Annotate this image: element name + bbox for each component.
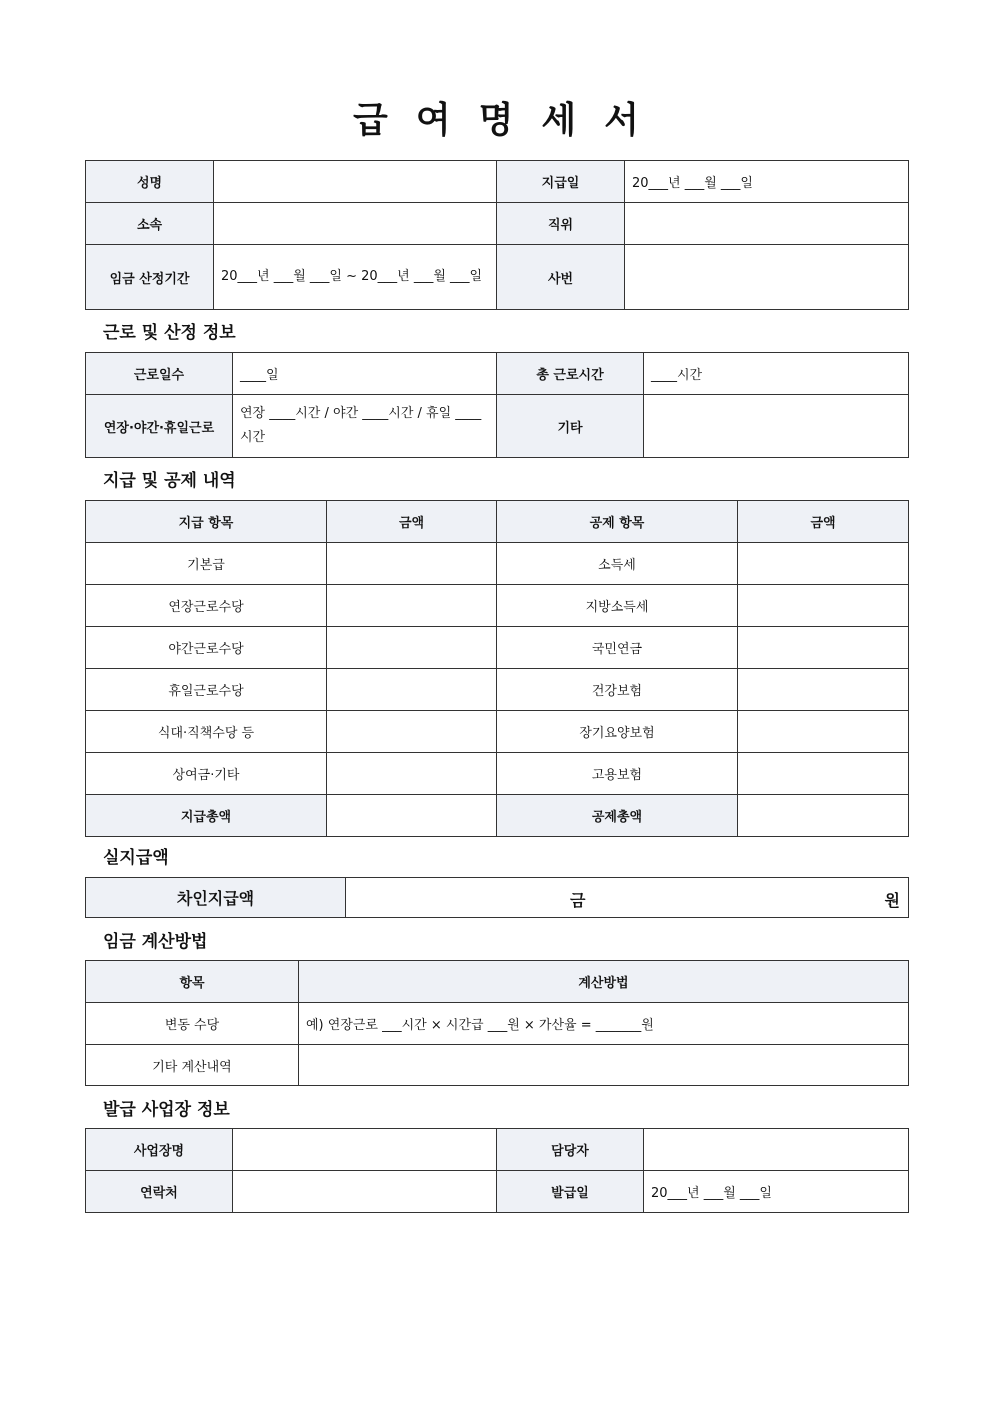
pay-total-field[interactable] — [327, 795, 497, 837]
issuer-section-title: 발급 사업장 정보 — [103, 1100, 230, 1120]
ded-amount-field[interactable] — [738, 753, 909, 795]
document-title — [0, 92, 992, 143]
ded-item: 지방소득세 — [497, 585, 738, 627]
name-label: 성명 — [86, 161, 214, 203]
etc-label: 기타 — [497, 395, 644, 458]
header-ded-amount: 금액 — [738, 501, 909, 543]
calc-row-item: 변동 수당 — [86, 1003, 299, 1045]
title-char: 명 — [478, 100, 514, 141]
ded-total-field[interactable] — [738, 795, 909, 837]
pay-amount-field[interactable] — [327, 627, 497, 669]
work-info-table — [85, 352, 909, 458]
calc-header-method: 계산방법 — [299, 961, 909, 1003]
work-days-field[interactable]: ____일 — [233, 353, 497, 395]
pay-deduction-table — [85, 500, 909, 837]
position-label: 직위 — [497, 203, 625, 245]
title-char: 서 — [604, 100, 639, 141]
pay-item: 연장근로수당 — [86, 585, 327, 627]
ded-amount-field[interactable] — [738, 711, 909, 753]
work-hours-field[interactable]: ____시간 — [644, 353, 909, 395]
company-label: 사업장명 — [86, 1129, 233, 1171]
name-field[interactable] — [214, 161, 497, 203]
net-pay-suffix: 원 — [884, 891, 900, 910]
calc-header-item: 항목 — [86, 961, 299, 1003]
ded-amount-field[interactable] — [738, 585, 909, 627]
title-char: 세 — [541, 100, 577, 141]
title-char: 급 — [353, 100, 388, 141]
position-field[interactable] — [625, 203, 909, 245]
pay-item: 야간근로수당 — [86, 627, 327, 669]
calc-row-method[interactable]: 예) 연장근로 ___시간 × 시간급 ___원 × 가산율 = _______원 — [299, 1003, 909, 1045]
contact-label: 연락처 — [86, 1171, 233, 1213]
contact-field[interactable] — [233, 1171, 497, 1213]
table-row — [86, 585, 909, 627]
ded-item: 고용보험 — [497, 753, 738, 795]
net-section-title: 실지급액 — [103, 848, 169, 868]
work-days-label: 근로일수 — [86, 353, 233, 395]
pay-item: 식대·직책수당 등 — [86, 711, 327, 753]
pay-item: 휴일근로수당 — [86, 669, 327, 711]
manager-field[interactable] — [644, 1129, 909, 1171]
header-ded-item: 공제 항목 — [497, 501, 738, 543]
ded-item: 장기요양보험 — [497, 711, 738, 753]
dept-field[interactable] — [214, 203, 497, 245]
table-row — [86, 627, 909, 669]
pay-section-title: 지급 및 공제 내역 — [103, 471, 236, 491]
period-field[interactable]: 20___년 ___월 ___일 ~ 20___년 ___월 ___일 — [214, 245, 497, 310]
pay-amount-field[interactable] — [327, 543, 497, 585]
pay-amount-field[interactable] — [327, 753, 497, 795]
overtime-field[interactable]: 연장 ____시간 / 야간 ____시간 / 휴일 ____시간 — [233, 395, 497, 458]
calc-row-item: 기타 계산내역 — [86, 1045, 299, 1086]
pay-amount-field[interactable] — [327, 711, 497, 753]
header-pay-item: 지급 항목 — [86, 501, 327, 543]
work-hours-label: 총 근로시간 — [497, 353, 644, 395]
empno-field[interactable] — [625, 245, 909, 310]
table-row — [86, 543, 909, 585]
calc-row-method-field[interactable] — [299, 1045, 909, 1086]
ded-amount-field[interactable] — [738, 543, 909, 585]
issuer-info-table — [85, 1128, 909, 1213]
header-pay-amount: 금액 — [327, 501, 497, 543]
ded-amount-field[interactable] — [738, 627, 909, 669]
dept-label: 소속 — [86, 203, 214, 245]
pay-item: 상여금·기타 — [86, 753, 327, 795]
ded-item: 소득세 — [497, 543, 738, 585]
table-row — [86, 711, 909, 753]
ded-item: 국민연금 — [497, 627, 738, 669]
pay-item: 기본급 — [86, 543, 327, 585]
empno-label: 사번 — [497, 245, 625, 310]
issue-date-label: 발급일 — [497, 1171, 644, 1213]
company-field[interactable] — [233, 1129, 497, 1171]
manager-label: 담당자 — [497, 1129, 644, 1171]
issue-date-field[interactable]: 20___년 ___월 ___일 — [644, 1171, 909, 1213]
ded-amount-field[interactable] — [738, 669, 909, 711]
table-row — [86, 753, 909, 795]
paydate-field[interactable]: 20___년 ___월 ___일 — [625, 161, 909, 203]
work-section-title: 근로 및 산정 정보 — [103, 323, 236, 343]
etc-field[interactable] — [644, 395, 909, 458]
calc-method-table — [85, 960, 909, 1086]
ded-item: 건강보험 — [497, 669, 738, 711]
pay-total-label: 지급총액 — [86, 795, 327, 837]
net-pay-field[interactable] — [346, 878, 909, 918]
period-label: 임금 산정기간 — [86, 245, 214, 310]
calc-section-title: 임금 계산방법 — [103, 932, 208, 952]
net-pay-prefix: 금 — [570, 891, 586, 910]
title-char: 여 — [415, 100, 451, 141]
basic-info-table — [85, 160, 909, 310]
overtime-label: 연장·야간·휴일근로 — [86, 395, 233, 458]
net-pay-table — [85, 877, 909, 918]
paydate-label: 지급일 — [497, 161, 625, 203]
pay-amount-field[interactable] — [327, 585, 497, 627]
table-row — [86, 669, 909, 711]
net-pay-label: 차인지급액 — [86, 878, 346, 918]
pay-amount-field[interactable] — [327, 669, 497, 711]
ded-total-label: 공제총액 — [497, 795, 738, 837]
